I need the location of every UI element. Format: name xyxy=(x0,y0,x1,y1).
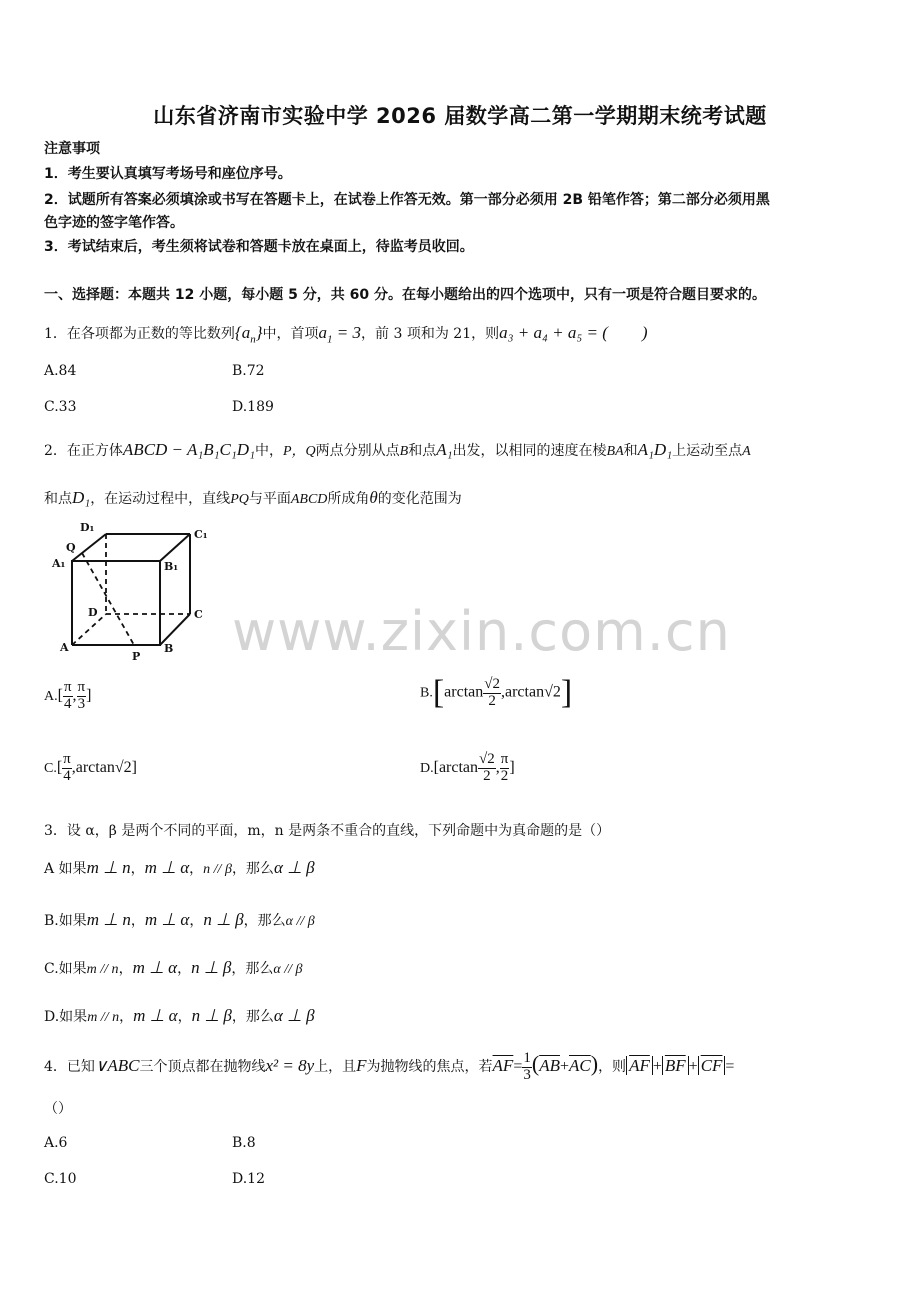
cube-figure xyxy=(48,518,218,663)
q3-option-d: D.如果m // n，m ⊥ α，n ⊥ β，那么α ⊥ β xyxy=(44,1006,315,1025)
label-d1: D₁ xyxy=(80,521,95,534)
q4-answer-paren: （） xyxy=(44,1101,72,1117)
label-q: Q xyxy=(66,541,76,554)
page-title: 山东省济南市实验中学 2026 届数学高二第一学期期末统考试题 xyxy=(153,104,767,128)
q1-option-c: C.33 xyxy=(44,399,77,415)
label-a1: A₁ xyxy=(52,557,66,570)
q3-option-c: C.如果m // n，m ⊥ α，n ⊥ β，那么α // β xyxy=(44,958,303,977)
q1-option-b: B.72 xyxy=(232,363,265,379)
notice-item: 2．试题所有答案必须填涂或书写在答题卡上，在试卷上作答无效。第一部分必须用 2B 铅笔作答；第二部分必须用黑 xyxy=(44,192,770,208)
q4-option-b: B.8 xyxy=(232,1135,256,1151)
q1-option-d: D.189 xyxy=(232,399,274,415)
label-c1: C₁ xyxy=(194,528,208,541)
q1-first-term: $a_1 = 3$ xyxy=(318,323,362,346)
question-3-stem: 3．设 α，β 是两个不同的平面，m，n 是两条不重合的直线，下列命题中为真命题的是（） xyxy=(44,823,611,839)
q4-option-d: D.12 xyxy=(232,1171,265,1187)
notice-heading: 注意事项 xyxy=(44,141,100,157)
q2-option-a: A.[ $\frac{\pi}{4}$ , $\frac{\pi}{3}$ ] xyxy=(44,679,92,712)
q3-option-b: B.如果m ⊥ n，m ⊥ α，n ⊥ β，那么α // β xyxy=(44,910,315,929)
notice-item: 色字迹的签字笔作答。 xyxy=(44,215,184,231)
question-2-stem-line1: 2．在正方体ABCD − A₁B₁C₁D₁中，P，Q两点分别从点B和点A₁出发，以相同的速度在棱BA和A₁D₁上运动至点A xyxy=(44,440,751,459)
watermark: www.zixin.com.cn xyxy=(232,600,731,663)
q1-text: 1．在各项都为正数的等比数列 xyxy=(44,326,235,342)
label-p: P xyxy=(132,650,141,663)
q2-option-d: D.[arctan $\frac{√2}{2}$ , $\frac{\pi}{2}$ ] xyxy=(420,751,515,784)
q3-option-a: A 如果m ⊥ n，m ⊥ α，n // β，那么α ⊥ β xyxy=(44,858,315,877)
label-b: B xyxy=(164,642,174,655)
q1-expression: a₃ + a₄ + a₅ = ( ) xyxy=(499,323,648,342)
q1-text: 中，首项 xyxy=(262,326,319,342)
notice-item: 3．考试结束后，考生须将试卷和答题卡放在桌面上，待监考员收回。 xyxy=(44,239,474,255)
label-d: D xyxy=(88,606,98,619)
question-4-stem: 4．已知∨ABC三个顶点都在抛物线x² = 8y上，且F为抛物线的焦点，若$\overline{AF}=$ $\frac{1}{3}$ $(\overline{AB}+\overline{AC})$，则 $\overline{AF} + \overline{BF} + \overline{CF}$ = xyxy=(44,1049,735,1083)
question-1-stem xyxy=(44,318,648,345)
q2-option-c: C.[ $\frac{\pi}{4}$ ,arctan√2] xyxy=(44,751,137,784)
q4-option-a: A.6 xyxy=(44,1135,68,1151)
notice-item: 1．考生要认真填写考场号和座位序号。 xyxy=(44,166,292,182)
label-a: A xyxy=(60,641,69,654)
q1-sequence: $\{a_n\}$ xyxy=(234,323,263,346)
q2-option-b: B.[arctan $\frac{√2}{2}$ ,arctan√2] xyxy=(420,674,573,711)
q4-option-c: C.10 xyxy=(44,1171,77,1187)
section-heading: 一、选择题：本题共 12 小题，每小题 5 分，共 60 分。在每小题给出的四个选项中，只有一项是符合题目要求的。 xyxy=(44,287,766,303)
q2-cube: ABCD − A₁B₁C₁D₁ xyxy=(122,440,255,459)
question-2-stem-line2: 和点D₁，在运动过程中，直线PQ与平面ABCD所成角θ的变化范围为 xyxy=(44,488,462,507)
label-c: C xyxy=(194,608,203,621)
q1-text: ，前 3 项和为 21，则 xyxy=(361,326,500,342)
label-b1: B₁ xyxy=(164,560,179,573)
q1-option-a: A.84 xyxy=(44,363,77,379)
